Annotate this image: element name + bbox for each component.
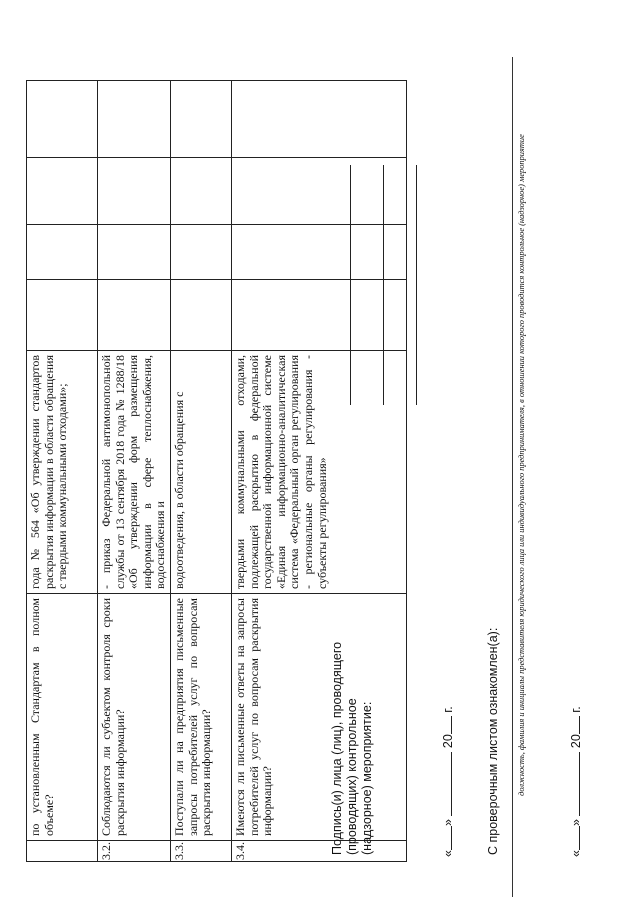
table-row [170,81,231,862]
question-cell: Имеются ли письменные ответы на запросы потребителей услуг по вопросам раскрытия информации? [231,594,406,841]
item-number [27,841,98,862]
signature-line[interactable] [416,165,417,405]
year-prefix: 20 [441,734,455,749]
legal-basis-cell: года № 564 «Об утверждении стандартов раскрытия информации в области обращения с твердыми коммунальными отходами»; [27,351,98,594]
year-prefix: 20 [569,734,583,749]
note-cell [27,81,98,158]
legal-basis-cell: водоотведения, в области обращения с [170,351,231,594]
note-cell [98,81,171,158]
item-number: 3.2. [98,841,171,862]
signature-line[interactable] [350,165,351,405]
month-field[interactable] [440,752,452,816]
note-cell [231,81,406,158]
answer-yes-cell [98,280,171,351]
acknowledged-label: С проверочным листом ознакомлен(а): [486,627,500,855]
item-number: 3.4. [231,841,406,862]
date-close-quote: » [441,819,455,827]
month-field[interactable] [568,752,580,816]
answer-yes-cell [27,280,98,351]
date-open-quote: « [569,850,583,857]
day-field[interactable] [568,826,580,850]
answer-yes-cell [231,280,406,351]
date-open-quote: « [441,850,455,857]
legal-basis-cell: - приказ Федеральной антимонопольной службы от 13 сентября 2018 года № 1288/18 «Об утверждении форм размещения информации в сфере теплоснабжения, водоснабжения и [98,351,171,594]
answer-na-cell [170,158,231,225]
year-suffix: г. [569,706,583,713]
answer-yes-cell [170,280,231,351]
signature-line[interactable] [383,165,384,405]
footer-rule[interactable] [512,57,513,897]
answer-no-cell [231,225,406,280]
question-cell: Поступали ли на предприятия письменные запросы потребителей услуг по вопросам раскрытия информации? [170,594,231,841]
answer-na-cell [98,158,171,225]
signature-label: Подпись(и) лица (лиц), проводящего (проводящих) контрольное (надзорное) мероприятие: [330,641,374,855]
acknowledged-date [568,706,583,857]
answer-no-cell [27,225,98,280]
question-cell: Соблюдаются ли субъектом контроля сроки раскрытия информации? [98,594,171,841]
footer-note: должность, фамилия и инициалы представителя юридического лица или индивидуального предпринимателя, в отношении которого проводится контрольное (надзорное) мероприятие [517,134,526,796]
legal-basis-cell: твердыми коммунальными отходами, подлежащей раскрытию в федеральной государственной информационной системе «Единая информационно-аналитическая система «Федеральный орган регулирования - региональные органы регулирования - субъекты регулирования» [231,351,406,594]
date-close-quote: » [569,819,583,827]
question-cell: по установленным Стандартам в полном объеме? [27,594,98,841]
answer-no-cell [170,225,231,280]
note-cell [170,81,231,158]
year-field[interactable] [440,716,452,734]
year-field[interactable] [568,716,580,734]
table-row [27,81,98,862]
table-row [98,81,171,862]
table-row [231,81,406,862]
year-suffix: г. [441,706,455,713]
signature-date [440,706,455,857]
item-number: 3.3. [170,841,231,862]
answer-no-cell [98,225,171,280]
answer-na-cell [231,158,406,225]
day-field[interactable] [440,826,452,850]
answer-na-cell [27,158,98,225]
